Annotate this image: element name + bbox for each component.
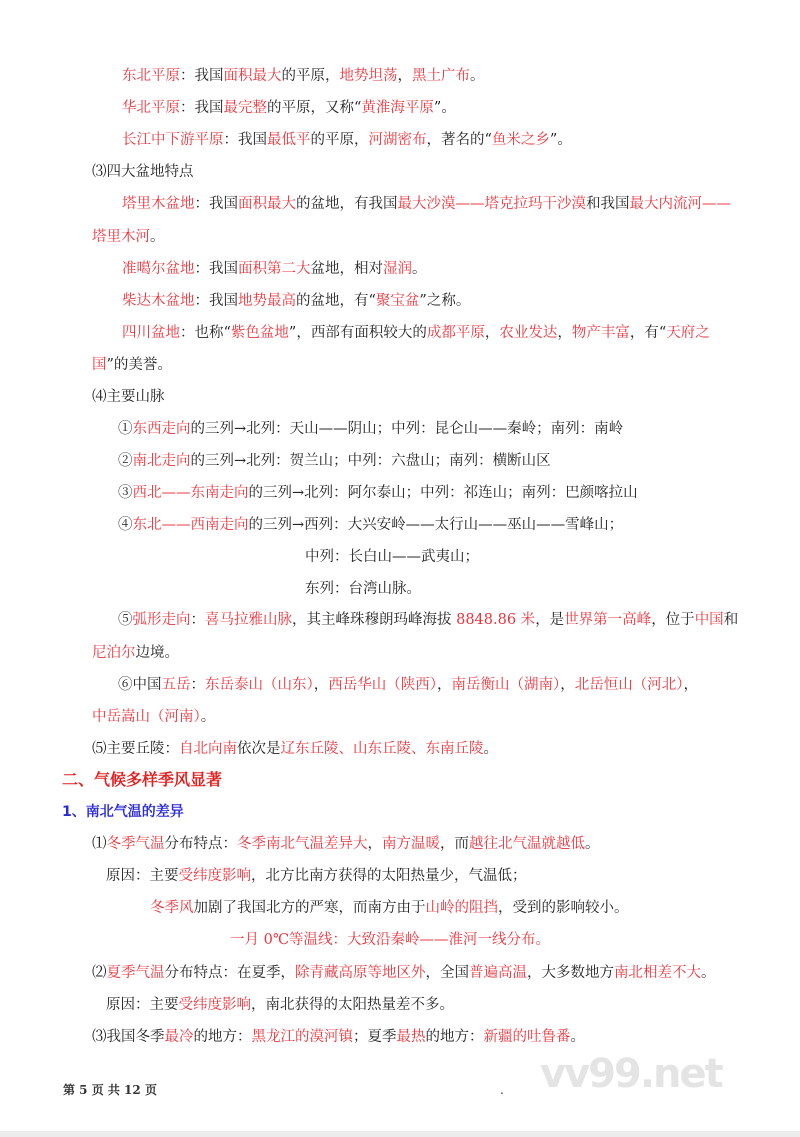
- text-line: [92, 227, 165, 247]
- highlighted-text: 鱼米之乡: [491, 132, 550, 148]
- text-segment: ，大多数地方: [527, 965, 614, 981]
- text-segment: ，全国: [425, 965, 469, 981]
- text-segment: 。: [412, 261, 427, 277]
- highlighted-text: 弧形走向: [132, 612, 191, 628]
- text-line: [118, 610, 738, 630]
- text-line: [118, 419, 623, 439]
- highlighted-text: 东北平原: [122, 68, 180, 84]
- text-segment: ，是: [535, 612, 565, 628]
- text-segment: ，: [557, 325, 572, 341]
- text-segment: ，有“: [629, 325, 667, 341]
- text-line: [92, 1027, 585, 1047]
- text-segment: ⑥中国: [118, 677, 162, 693]
- text-segment: ”。: [549, 132, 572, 148]
- text-segment: ⑷主要山脉: [92, 389, 165, 405]
- text-segment: ，受到的影响较小。: [498, 900, 629, 916]
- text-segment: ：我国: [194, 261, 238, 277]
- text-segment: 的盆地，有“: [296, 293, 376, 309]
- text-segment: ：我国: [180, 68, 224, 84]
- text-segment: 加剧了我国北方的严寒，而南方由于: [193, 900, 426, 916]
- highlighted-text: 南岳衡山（湖南）: [451, 677, 561, 693]
- highlighted-text: 南北走向: [132, 453, 191, 469]
- text-line: [122, 66, 485, 86]
- text-segment: ：: [190, 612, 205, 628]
- text-line: [122, 323, 710, 343]
- highlighted-text: 最热: [396, 1029, 426, 1045]
- text-line: [122, 291, 470, 311]
- text-line: [118, 451, 551, 471]
- text-segment: 的三列→西列：大兴安岭——太行山——巫山——雪峰山；: [248, 517, 624, 533]
- text-line: [118, 675, 698, 695]
- text-segment: ，: [560, 677, 575, 693]
- highlighted-text: 受纬度影响: [178, 868, 251, 884]
- text-segment: ，: [367, 836, 382, 852]
- highlighted-text: 最大沙漠——塔克拉玛干沙漠: [397, 196, 586, 212]
- text-segment: ”的美誉。: [106, 357, 172, 373]
- text-segment: ③: [118, 485, 133, 501]
- highlighted-text: 尼泊尔: [92, 645, 136, 661]
- text-segment: ：我国: [194, 293, 238, 309]
- text-segment: ②: [118, 453, 133, 469]
- text-segment: ；夏季: [353, 1029, 397, 1045]
- text-line: [150, 898, 629, 918]
- highlighted-text: 最冷: [164, 1029, 194, 1045]
- text-segment: 边境。: [135, 645, 179, 661]
- highlighted-text: 东岳泰山（山东）: [205, 677, 314, 693]
- text-segment: ：我国: [194, 196, 238, 212]
- text-segment: 的三列→北列：天山——阴山；中列：昆仑山——秦岭；南列：南岭: [190, 421, 624, 437]
- text-segment: ”之称。: [419, 293, 471, 309]
- text-segment: ，其主峰珠穆朗玛峰海拔: [292, 612, 457, 628]
- highlighted-text: 天府之: [666, 325, 710, 341]
- text-segment: 。: [570, 1029, 585, 1045]
- text-segment: ，: [484, 325, 500, 341]
- text-segment: ⑶我国冬季: [92, 1029, 165, 1045]
- highlighted-text: 聚宝盆: [375, 293, 420, 309]
- text-segment: ：也称“: [180, 325, 231, 341]
- text-line: [122, 130, 572, 150]
- text-segment: ，: [683, 677, 698, 693]
- text-line: [106, 995, 454, 1015]
- highlighted-text: 冬季风: [150, 900, 194, 916]
- subsection-heading: [62, 802, 184, 822]
- text-segment: ，北方比南方获得的太阳热量少，气温低；: [251, 868, 527, 884]
- highlighted-text: 面积最大: [223, 68, 282, 84]
- text-line: [92, 707, 215, 727]
- text-segment: 的三列→北列：贺兰山；中列：六盘山；南列：横断山区: [190, 453, 551, 469]
- highlighted-text: 紫色盆地: [230, 325, 289, 341]
- footer-dot: .: [500, 1083, 504, 1097]
- highlighted-text: 塔里木河: [92, 229, 150, 245]
- highlighted-text: 柴达木盆地: [122, 293, 195, 309]
- text-segment: 二、气候多样季风显著: [62, 770, 223, 789]
- highlighted-text: 河湖密布: [368, 132, 427, 148]
- text-line: [92, 643, 179, 663]
- text-line: [118, 483, 638, 503]
- text-segment: 的平原，: [281, 68, 340, 84]
- watermark: vv99.net: [540, 1051, 722, 1097]
- page-number: 第 5 页 共 12 页: [63, 1083, 157, 1097]
- text-segment: ⑤: [118, 612, 133, 628]
- highlighted-text: 湿润: [383, 261, 412, 277]
- text-segment: ，: [313, 677, 329, 693]
- highlighted-text: 南方温暖: [382, 836, 440, 852]
- highlighted-text: 五岳: [161, 677, 191, 693]
- highlighted-text: 黑龙江的漠河镇: [251, 1029, 353, 1045]
- highlighted-text: 南北相差不大: [614, 965, 701, 981]
- text-segment: ，: [437, 677, 452, 693]
- text-segment: 的地方：: [425, 1029, 484, 1045]
- highlighted-text: 冬季南北气温差异大: [237, 836, 368, 852]
- highlighted-text: 8848.86 米: [456, 612, 536, 628]
- highlighted-text: 物产丰富: [571, 325, 630, 341]
- highlighted-text: 西北——东南走向: [132, 485, 249, 501]
- text-segment: 的平原，: [310, 132, 369, 148]
- text-line: [305, 579, 421, 599]
- text-segment: 分布特点：: [164, 836, 237, 852]
- highlighted-text: 受纬度影响: [178, 997, 251, 1013]
- highlighted-text: 普遍高温: [469, 965, 527, 981]
- text-segment: 中列：长白山——武夷山；: [305, 549, 479, 565]
- highlighted-text: 山岭的阻挡: [425, 900, 498, 916]
- text-segment: 。: [200, 709, 216, 725]
- text-segment: ⑸主要丘陵：: [92, 741, 179, 757]
- text-line: [305, 547, 479, 567]
- highlighted-text: 东西走向: [132, 421, 191, 437]
- highlighted-text: 华北平原: [122, 100, 180, 116]
- text-segment: ④: [118, 517, 133, 533]
- text-segment: 东列：台湾山脉。: [305, 581, 421, 597]
- text-segment: ，: [397, 68, 412, 84]
- text-line: [230, 930, 550, 950]
- text-line: [118, 515, 623, 535]
- text-segment: ，位于: [651, 612, 695, 628]
- text-segment: 原因：主要: [106, 868, 179, 884]
- text-line: [122, 194, 731, 214]
- highlighted-text: 最低平: [267, 132, 311, 148]
- highlighted-text: 黑土广布: [412, 68, 470, 84]
- highlighted-text: 地势坦荡: [339, 68, 398, 84]
- highlighted-text: 除青藏高原等地区外: [295, 965, 426, 981]
- text-line: [92, 834, 600, 854]
- text-segment: ，而: [440, 836, 469, 852]
- text-line: [92, 162, 194, 182]
- text-segment: ：我国: [223, 132, 267, 148]
- text-line: [122, 98, 456, 118]
- text-line: [92, 963, 716, 983]
- text-segment: 。: [483, 741, 498, 757]
- text-segment: 和我国: [586, 196, 630, 212]
- highlighted-text: 冬季气温: [106, 836, 165, 852]
- text-segment: 。: [150, 229, 165, 245]
- text-segment: ，著名的“: [426, 132, 492, 148]
- text-line: [106, 866, 527, 886]
- highlighted-text: 最完整: [223, 100, 267, 116]
- highlighted-text: 喜马拉雅山脉: [205, 612, 292, 628]
- highlighted-text: 塔里木盆地: [122, 196, 195, 212]
- highlighted-text: 新疆的吐鲁番: [483, 1029, 571, 1045]
- text-segment: 分布特点：在夏季，: [164, 965, 295, 981]
- highlighted-text: 自北向南: [179, 741, 237, 757]
- highlighted-text: 黄淮海平原: [361, 100, 434, 116]
- highlighted-text: 西岳华山（陕西）: [328, 677, 437, 693]
- text-segment: ⑵: [92, 965, 107, 981]
- text-segment: ⑴: [92, 836, 107, 852]
- text-segment: 的地方：: [193, 1029, 252, 1045]
- text-segment: 。: [585, 836, 600, 852]
- highlighted-text: 中岳嵩山（河南）: [92, 709, 201, 725]
- text-segment: 依次是: [237, 741, 281, 757]
- highlighted-text: 地势最高: [238, 293, 296, 309]
- highlighted-text: 越往北气温就越低: [469, 836, 585, 852]
- text-segment: 。: [470, 68, 485, 84]
- text-segment: ①: [118, 421, 133, 437]
- highlighted-text: 中国: [694, 612, 724, 628]
- highlighted-text: 准噶尔盆地: [122, 261, 195, 277]
- highlighted-text: 东北——西南走向: [132, 517, 249, 533]
- text-segment: 的盆地，有我国: [296, 196, 398, 212]
- highlighted-text: 辽东丘陵、山东丘陵、东南丘陵: [280, 741, 484, 757]
- highlighted-text: 世界第一高峰: [564, 612, 652, 628]
- text-segment: ⑶四大盆地特点: [92, 164, 194, 180]
- highlighted-text: 四川盆地: [122, 325, 180, 341]
- text-segment: ，南北获得的太阳热量差不多。: [251, 997, 454, 1013]
- text-line: [92, 355, 172, 375]
- highlighted-text: 面积第二大: [238, 261, 311, 277]
- highlighted-text: 成都平原: [426, 325, 485, 341]
- text-line: [92, 739, 498, 759]
- text-segment: 原因：主要: [106, 997, 179, 1013]
- highlighted-text: 长江中下游平原: [122, 132, 224, 148]
- text-segment: ”，西部有面积较大的: [288, 325, 427, 341]
- text-segment: 1、南北气温的差异: [62, 804, 184, 820]
- highlighted-text: 面积最大: [238, 196, 296, 212]
- text-line: [122, 259, 427, 279]
- section-heading: [62, 770, 222, 790]
- highlighted-text: 一月 0℃等温线：大致沿秦岭——淮河一线分布。: [230, 932, 551, 948]
- text-segment: 的平原，又称“: [267, 100, 362, 116]
- text-line: [92, 387, 165, 407]
- page-bottom-edge: [0, 1131, 800, 1137]
- highlighted-text: 最大内流河——: [629, 196, 731, 212]
- highlighted-text: 农业发达: [499, 325, 558, 341]
- text-segment: ：我国: [180, 100, 224, 116]
- text-segment: 和: [723, 612, 739, 628]
- text-segment: 。: [701, 965, 716, 981]
- highlighted-text: 北岳恒山（河北）: [574, 677, 684, 693]
- text-segment: 的三列→北列：阿尔泰山；中列：祁连山；南列：巴颜喀拉山: [248, 485, 638, 501]
- highlighted-text: 夏季气温: [106, 965, 165, 981]
- highlighted-text: 国: [92, 357, 107, 373]
- text-segment: ”。: [433, 100, 456, 116]
- text-segment: ：: [190, 677, 205, 693]
- text-segment: 盆地，相对: [310, 261, 383, 277]
